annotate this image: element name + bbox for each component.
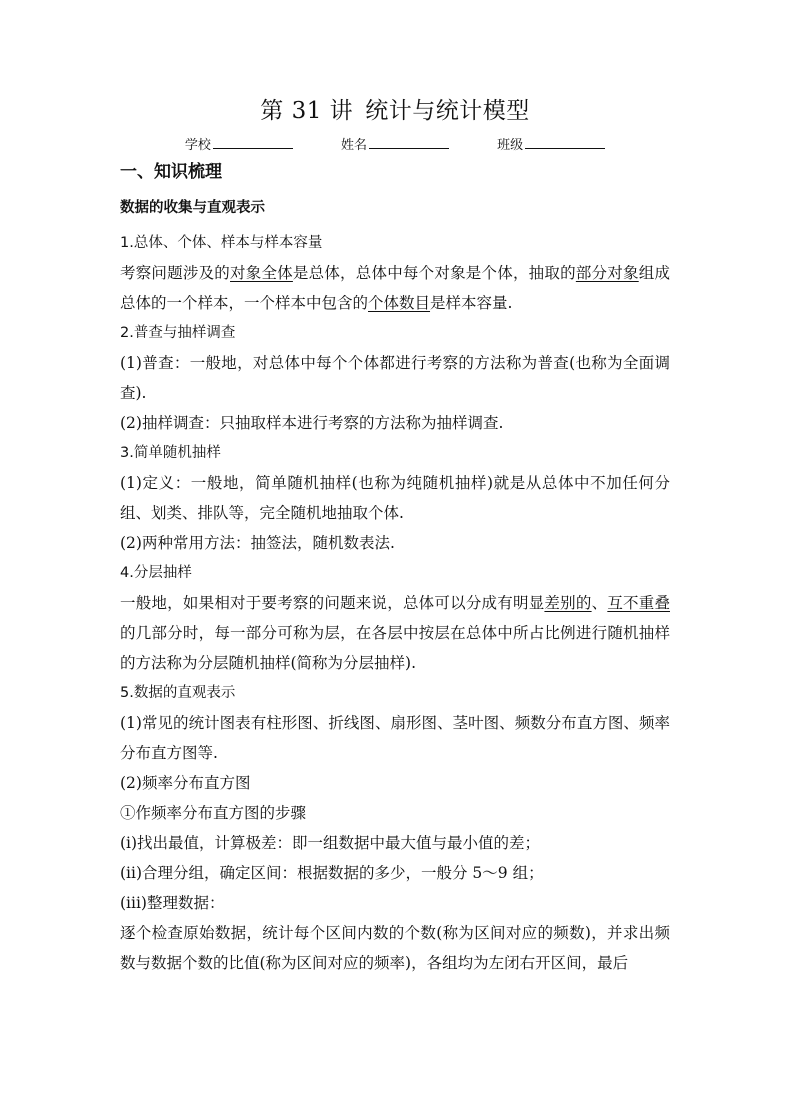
topic1-text-1: 考察问题涉及的 — [120, 264, 231, 282]
name-blank — [369, 135, 449, 149]
topic5-paragraph-final: 逐个检查原始数据，统计每个区间内数的个数(称为区间对应的频数)，并求出频数与数据个数的比值(称为区间对应的频率)，各组均为左闭右开区间，最后 — [120, 924, 670, 972]
school-blank — [213, 135, 293, 149]
name-label: 姓名 — [340, 138, 367, 153]
class-label: 班级 — [497, 138, 524, 153]
lecture-topic: 统计与统计模型 — [365, 98, 530, 124]
topic1-paragraph — [120, 258, 670, 318]
topic1-underline-2: 部分对象 — [575, 264, 639, 282]
page-title — [0, 96, 790, 126]
topic4-paragraph — [120, 588, 670, 678]
topic1-text-4: 是样本容量. — [430, 294, 513, 312]
topic5-step-3: (iii)整理数据： — [120, 894, 225, 912]
topic1-heading: 1.总体、个体、样本与样本容量 — [120, 235, 323, 251]
topic1-underline-1: 对象全体 — [230, 264, 293, 282]
topic2-paragraph-2: (2)抽样调查：只抽取样本进行考察的方法称为抽样调查. — [120, 414, 504, 432]
topic3-heading: 3.简单随机抽样 — [120, 445, 221, 461]
topic5-heading: 5.数据的直观表示 — [120, 685, 236, 701]
school-label: 学校 — [184, 138, 211, 153]
class-field — [497, 135, 605, 155]
student-info-line — [0, 135, 790, 155]
document-body — [120, 160, 670, 978]
topic4-text-2: 、 — [591, 594, 608, 612]
name-field — [341, 135, 449, 155]
section-heading: 一、知识梳理 — [120, 162, 222, 182]
topic5-step-1: (ⅰ)找出最值，计算极差：即一组数据中最大值与最小值的差； — [120, 834, 541, 852]
topic2-paragraph-1: (1)普查：一般地，对总体中每个个体都进行考察的方法称为普查(也称为全面调查). — [120, 354, 670, 402]
topic3-paragraph-1: (1)定义：一般地，简单随机抽样(也称为纯随机抽样)就是从总体中不加任何分组、划类、排队等，完全随机地抽取个体. — [120, 474, 670, 522]
topic5-paragraph-1: (1)常见的统计图表有柱形图、折线图、扇形图、茎叶图、频数分布直方图、频率分布直方图等. — [120, 714, 670, 762]
topic4-heading: 4.分层抽样 — [120, 565, 192, 581]
topic4-text-3: 的几部分时，每一部分可称为层，在各层中按层在总体中所占比例进行随机抽样的方法称为分层随机抽样(简称为分层抽样). — [120, 624, 670, 672]
class-blank — [525, 135, 605, 149]
topic3-paragraph-2: (2)两种常用方法：抽签法，随机数表法. — [120, 534, 395, 552]
topic1-text-3: 组成总体的一个样本，一个样本中包含的 — [120, 264, 670, 312]
topic5-paragraph-3: ①作频率分布直方图的步骤 — [120, 804, 307, 822]
school-field — [185, 135, 293, 155]
topic4-underline-1: 差别的 — [544, 594, 592, 612]
topic4-text-1: 一般地，如果相对于要考察的问题来说，总体可以分成有明显 — [120, 594, 545, 612]
topic5-step-2: (ⅱ)合理分组，确定区间：根据数据的多少，一般分 5～9 组； — [120, 864, 544, 882]
topic1-text-2: 是总体，总体中每个对象是个体，抽取的 — [292, 264, 576, 282]
topic1-underline-3: 个体数目 — [368, 294, 431, 312]
topic2-heading: 2.普查与抽样调查 — [120, 325, 236, 341]
topic5-paragraph-2: (2)频率分布直方图 — [120, 774, 251, 792]
topic4-underline-2: 互不重叠 — [607, 594, 670, 612]
subsection-heading: 数据的收集与直观表示 — [120, 200, 265, 216]
lecture-number: 第 31 讲 — [260, 98, 354, 124]
